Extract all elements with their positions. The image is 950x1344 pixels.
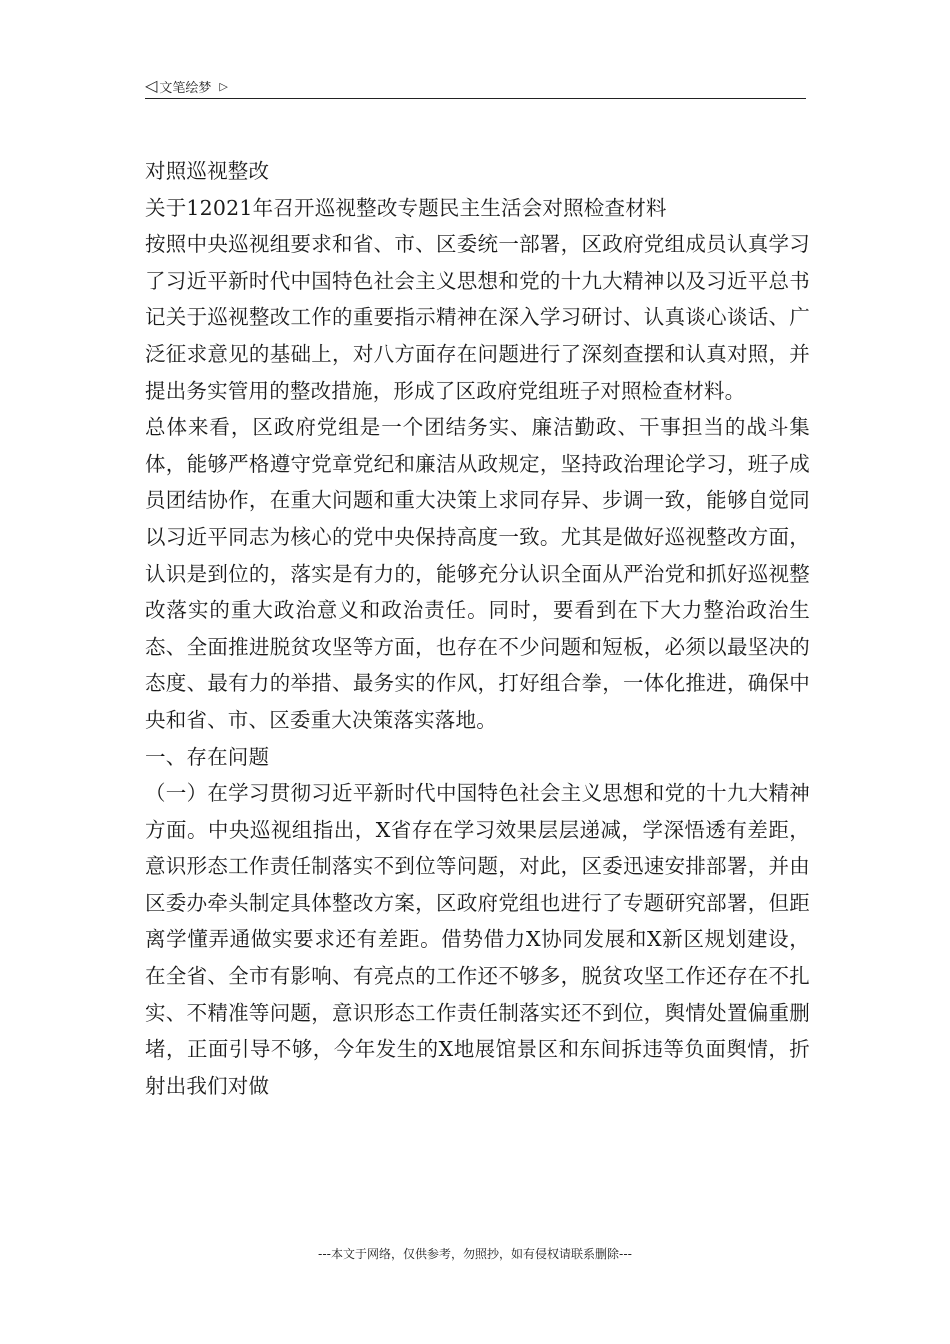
document-body (145, 153, 810, 1104)
paragraph-intro: 按照中央巡视组要求和省、市、区委统一部署，区政府党组成员认真学习了习近平新时代中国特色社会主义思想和党的十九大精神以及习近平总书记关于巡视整改工作的重要指示精神在深入学习研讨、认真谈心谈话、广泛征求意见的基础上，对八方面存在问题进行了深刻查摆和认真对照，并提出务实管用的整改措施，形成了区政府党组班子对照检查材料。 (145, 232, 810, 403)
left-triangle-icon: ◁ (145, 76, 158, 95)
right-triangle-icon: ▷ (219, 79, 228, 93)
document-subtitle: 关于12021年召开巡视整改专题民主生活会对照检查材料 (145, 195, 667, 220)
section-heading: 一、存在问题 (145, 744, 270, 769)
page-footer: ---本文于网络，仅供参考，勿照抄，如有侵权请联系删除--- (318, 1247, 632, 1261)
page-header (145, 74, 806, 99)
document-title: 对照巡视整改 (145, 159, 270, 183)
brand-label: 文笔绘梦 (159, 80, 212, 96)
paragraph-issue-1: （一）在学习贯彻习近平新时代中国特色社会主义思想和党的十九大精神方面。中央巡视组指出，X省存在学习效果层层递减，学深悟透有差距，意识形态工作责任制落实不到位等问题，对此，区委迅速安排部署，并由区委办牵头制定具体整改方案，区政府党组也进行了专题研究部署，但距离学懂弄通做实要求还有差距。借势借力X协同发展和X新区规划建设，在全省、全市有影响、有亮点的工作还不够多，脱贫攻坚工作还存在不扎实、不精准等问题，意识形态工作责任制落实还不到位，舆情处置偏重删堵，正面引导不够，今年发生的X地展馆景区和东间拆违等负面舆情，折射出我们对做 (145, 781, 810, 1098)
paragraph-overview: 总体来看，区政府党组是一个团结务实、廉洁勤政、干事担当的战斗集体，能够严格遵守党章党纪和廉洁从政规定，坚持政治理论学习，班子成员团结协作，在重大问题和重大决策上求同存异、步调一致，能够自觉同以习近平同志为核心的党中央保持高度一致。尤其是做好巡视整改方面，认识是到位的，落实是有力的，能够充分认识全面从严治党和抓好巡视整改落实的重大政治意义和政治责任。同时，要看到在下大力整治政治生态、全面推进脱贫攻坚等方面，也存在不少问题和短板，必须以最坚决的态度、最有力的举措、最务实的作风，打好组合拳，一体化推进，确保中央和省、市、区委重大决策落实落地。 (145, 415, 810, 732)
